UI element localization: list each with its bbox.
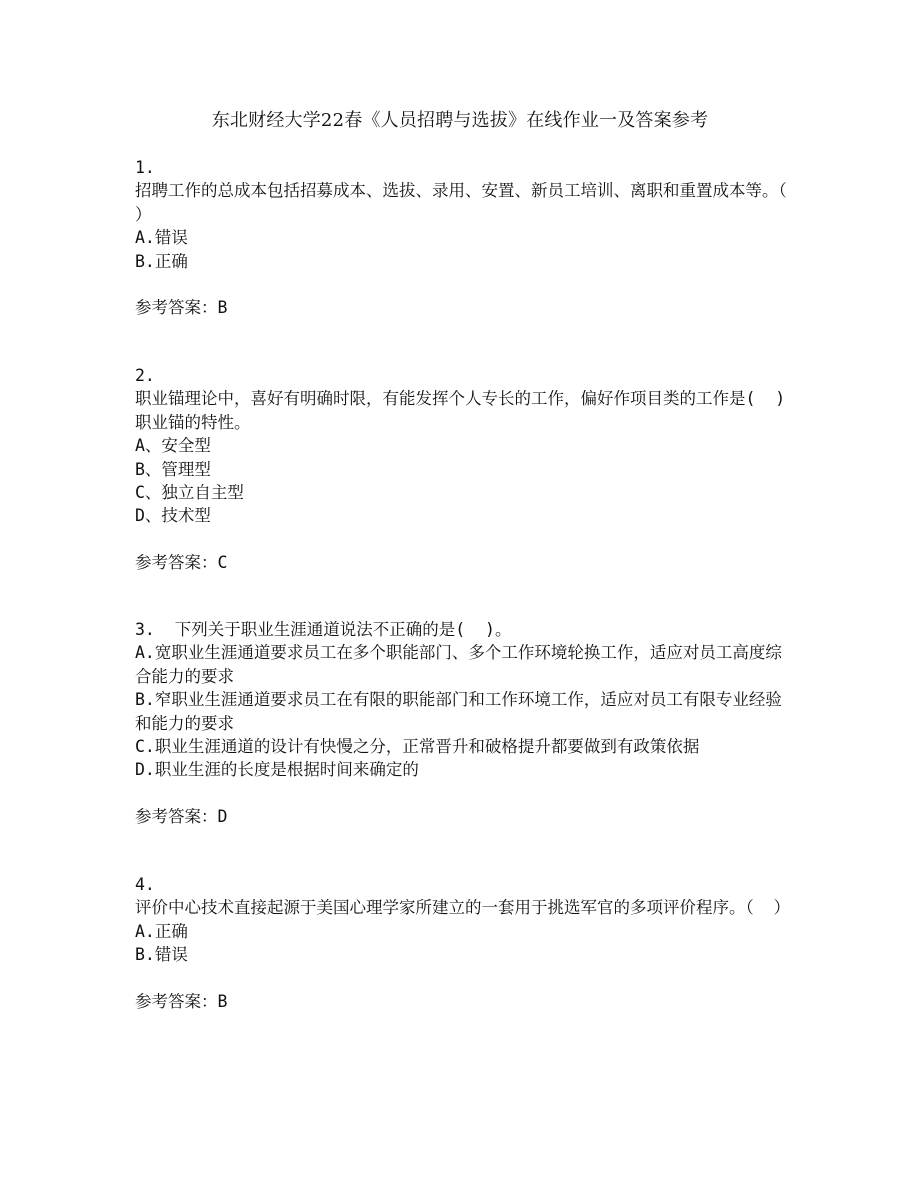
option-b: B.错误 (135, 945, 188, 965)
question-heading (135, 618, 790, 641)
question-number: 3. (135, 620, 155, 639)
question-stem: 职业锚理论中，喜好有明确时限，有能发挥个人专长的工作，偏好作项目类的工作是( )职业锚的特性。 (135, 389, 786, 432)
option-d: D、技术型 (135, 506, 211, 526)
reference-answer: 参考答案：B (135, 991, 228, 1011)
option-a: A.正确 (135, 921, 188, 941)
option-a: A、安全型 (135, 436, 211, 456)
reference-answer: 参考答案：C (135, 552, 228, 572)
question-stem: 下列关于职业生涯通道说法不正确的是( )。 (174, 620, 512, 639)
question-3 (135, 618, 790, 828)
question-number: 2. (135, 366, 155, 385)
question-1 (135, 156, 807, 319)
option-d: D.职业生涯的长度是根据时间来确定的 (135, 760, 419, 780)
question-4 (135, 873, 790, 1013)
reference-answer: 参考答案：D (135, 806, 228, 826)
question-stem: 招聘工作的总成本包括招募成本、选拔、录用、安置、新员工培训、离职和重置成本等。（ ） (135, 181, 807, 224)
document-title: 东北财经大学22春《人员招聘与选拔》在线作业一及答案参考 (211, 110, 709, 131)
question-number: 1. (135, 158, 155, 177)
option-b: B、管理型 (135, 459, 211, 479)
option-a: A.错误 (135, 228, 188, 248)
option-b: B.窄职业生涯通道要求员工在有限的职能部门和工作环境工作，适应对员工有限专业经验和能力的要求 (135, 690, 782, 733)
question-number: 4. (135, 875, 155, 894)
option-a: A.宽职业生涯通道要求员工在多个职能部门、多个工作环境轮换工作，适应对员工高度综合能力的要求 (135, 643, 782, 686)
option-b: B.正确 (135, 251, 188, 271)
reference-answer: 参考答案：B (135, 298, 228, 318)
question-2 (135, 364, 790, 574)
option-c: C.职业生涯通道的设计有快慢之分，正常晋升和破格提升都要做到有政策依据 (135, 737, 700, 757)
question-stem: 评价中心技术直接起源于美国心理学家所建立的一套用于挑选军官的多项评价程序。（ ） (135, 898, 791, 918)
option-c: C、独立自主型 (135, 483, 244, 503)
